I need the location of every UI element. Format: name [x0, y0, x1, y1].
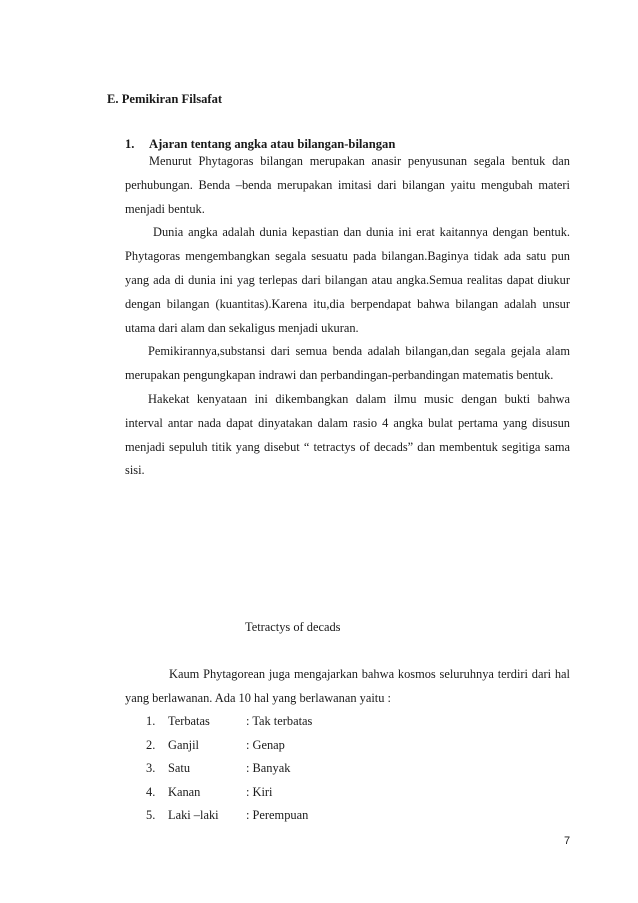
- list-number: 1.: [146, 714, 156, 728]
- figure-caption: Tetractys of decads: [245, 620, 341, 634]
- list-number: 5.: [146, 808, 156, 823]
- list-opposite: : Kiri: [246, 784, 273, 799]
- list-term: Laki –laki: [168, 808, 219, 823]
- list-number: 2.: [146, 737, 156, 752]
- subsection-number: 1.: [125, 137, 135, 151]
- list-opposite: : Perempuan: [246, 808, 309, 823]
- subsection-title: Ajaran tentang angka atau bilangan-bilangan: [149, 137, 396, 151]
- list-item: [146, 757, 312, 781]
- paragraph: Menurut Phytagoras bilangan merupakan anasir penyusunan segala bentuk dan perhubungan. Benda –benda merupakan imitasi dari bilangan yaitu mengubah materi menjadi bentuk.: [125, 154, 570, 216]
- list-item: [146, 710, 312, 734]
- section-heading: E. Pemikiran Filsafat: [107, 92, 223, 106]
- page-number: 7: [564, 835, 571, 847]
- list-item: [146, 804, 312, 828]
- list-term: Ganjil: [168, 737, 199, 752]
- list-opposite: : Banyak: [246, 761, 291, 776]
- list-opposite: : Genap: [246, 737, 285, 752]
- body-text: [125, 150, 570, 483]
- list-number: 3.: [146, 761, 156, 776]
- list-item: [146, 781, 312, 805]
- list-opposite: : Tak terbatas: [246, 714, 313, 728]
- intro-paragraph: Kaum Phytagorean juga mengajarkan bahwa kosmos seluruhnya terdiri dari hal yang berlawanan. Ada 10 hal yang berlawanan yaitu :: [125, 667, 570, 705]
- list-item: [146, 734, 312, 758]
- list-term: Terbatas: [168, 714, 210, 728]
- opposites-list: [146, 710, 312, 828]
- list-term: Satu: [168, 761, 191, 776]
- paragraph: Hakekat kenyataan ini dikembangkan dalam ilmu music dengan bukti bahwa interval antar nada dapat dinyatakan dalam rasio 4 angka bulat pertama yang disusun menjadi sepuluh titik yang disebut “ tetractys of decads” dan membentuk segitiga sama sisi.: [125, 391, 570, 478]
- paragraph: Pemikirannya,substansi dari semua benda adalah bilangan,dan segala gejala alam merupakan pengungkapan indrawi dan perbandingan-perbandingan matematis bentuk.: [125, 344, 570, 383]
- list-term: Kanan: [168, 784, 201, 799]
- list-number: 4.: [146, 784, 156, 799]
- paragraph: Dunia angka adalah dunia kepastian dan dunia ini erat kaitannya dengan bentuk. Phytagoras mengembangkan segala sesuatu pada bilangan.Baginya tidak ada satu pun yang ada di dunia ini yag terlepas dari bilangan atau angka.Semua realitas dapat diukur dengan bilangan (kuantitas).Karena itu,dia berpendapat bahwa bilangan adalah unsur utama dari alam dan sekaligus menjadi ukuran.: [125, 225, 570, 335]
